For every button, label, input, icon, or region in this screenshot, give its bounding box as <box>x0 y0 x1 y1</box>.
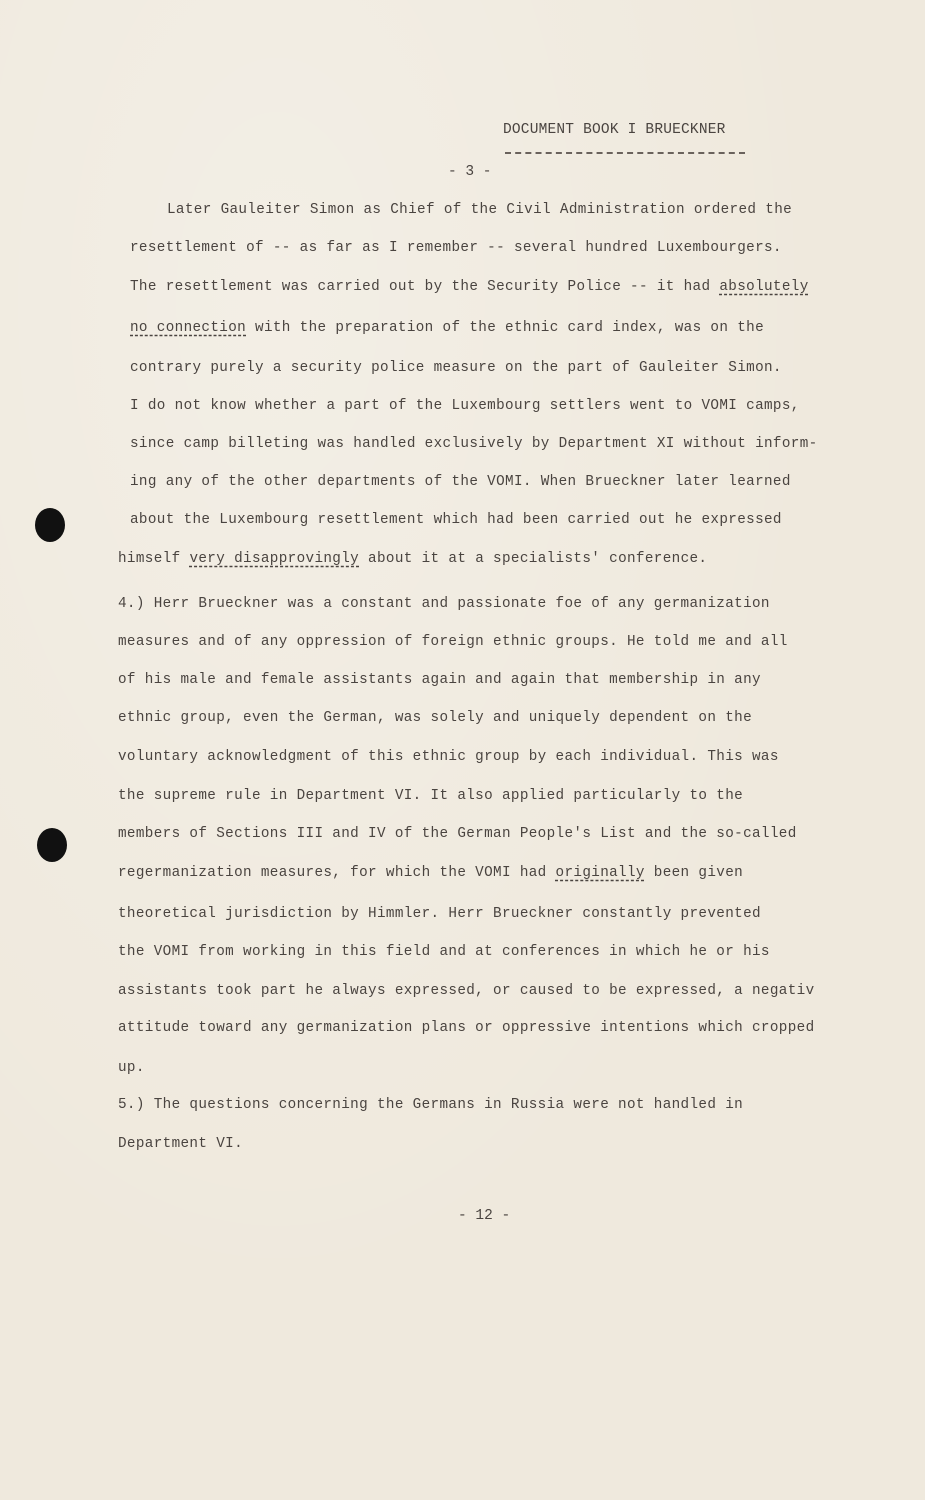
underlined-text: no connection <box>130 320 247 336</box>
text-segment: himself <box>118 551 190 567</box>
text-line-12: measures and of any oppression of foreign ethnic groups. He told me and all <box>118 634 788 650</box>
text-line-7: since camp billeting was handled exclusively by Department XI without inform- <box>130 436 818 452</box>
text-line-19: theoretical jurisdiction by Himmler. Herr Brueckner constantly prevented <box>118 906 761 922</box>
page-bottom-number: - 12 - <box>458 1208 511 1224</box>
underlined-text: originally <box>555 865 645 881</box>
text-line-6: I do not know whether a part of the Luxembourg settlers went to VOMI camps, <box>130 398 800 414</box>
text-line-23: up. <box>118 1060 145 1076</box>
text-line-16: the supreme rule in Department VI. It also applied particularly to the <box>118 788 744 804</box>
text-line-21: assistants took part he always expressed, or caused to be expressed, a negativ <box>118 983 815 999</box>
text-line-22: attitude toward any germanization plans or oppressive intentions which cropped <box>118 1020 815 1036</box>
text-line-14: ethnic group, even the German, was solely and uniquely dependent on the <box>118 710 752 726</box>
text-line-8: ing any of the other departments of the VOMI. When Brueckner later learned <box>130 474 791 490</box>
text-segment: regermanization measures, for which the VOMI had <box>118 865 556 881</box>
text-line-15: voluntary acknowledgment of this ethnic group by each individual. This was <box>118 749 779 765</box>
text-line-10 <box>118 551 707 567</box>
text-segment: been given <box>644 865 744 881</box>
header-underline <box>505 152 745 154</box>
text-line-13: of his male and female assistants again and again that membership in any <box>118 672 761 688</box>
document-header-title: DOCUMENT BOOK I BRUECKNER <box>503 122 726 138</box>
text-line-2: resettlement of -- as far as I remember -- several hundred Luxembourgers. <box>130 240 782 256</box>
text-line-9: about the Luxembourg resettlement which had been carried out he expressed <box>130 512 782 528</box>
text-line-5: contrary purely a security police measure on the part of Gauleiter Simon. <box>130 360 782 376</box>
underlined-text: very disapprovingly <box>189 551 360 567</box>
text-line-1: Later Gauleiter Simon as Chief of the Civil Administration ordered the <box>167 202 793 218</box>
underlined-text: absolutely <box>719 279 809 295</box>
text-line-18 <box>118 865 743 881</box>
text-line-4 <box>130 320 764 336</box>
text-line-24: 5.) The questions concerning the Germans in Russia were not handled in <box>118 1097 744 1113</box>
text-segment: with the preparation of the ethnic card index, was on the <box>246 320 765 336</box>
punch-hole-bottom <box>37 828 67 862</box>
text-line-11: 4.) Herr Brueckner was a constant and passionate foe of any germanization <box>118 596 770 612</box>
text-line-20: the VOMI from working in this field and at conferences in which he or his <box>118 944 770 960</box>
text-line-25: Department VI. <box>118 1136 244 1152</box>
text-segment: about it at a specialists' conference. <box>359 551 708 567</box>
text-segment: The resettlement was carried out by the Security Police -- it had <box>130 279 720 295</box>
punch-hole-top <box>35 508 65 542</box>
page-top-number: - 3 - <box>448 164 492 180</box>
text-line-3 <box>130 279 809 295</box>
text-line-17: members of Sections III and IV of the German People's List and the so-called <box>118 826 797 842</box>
